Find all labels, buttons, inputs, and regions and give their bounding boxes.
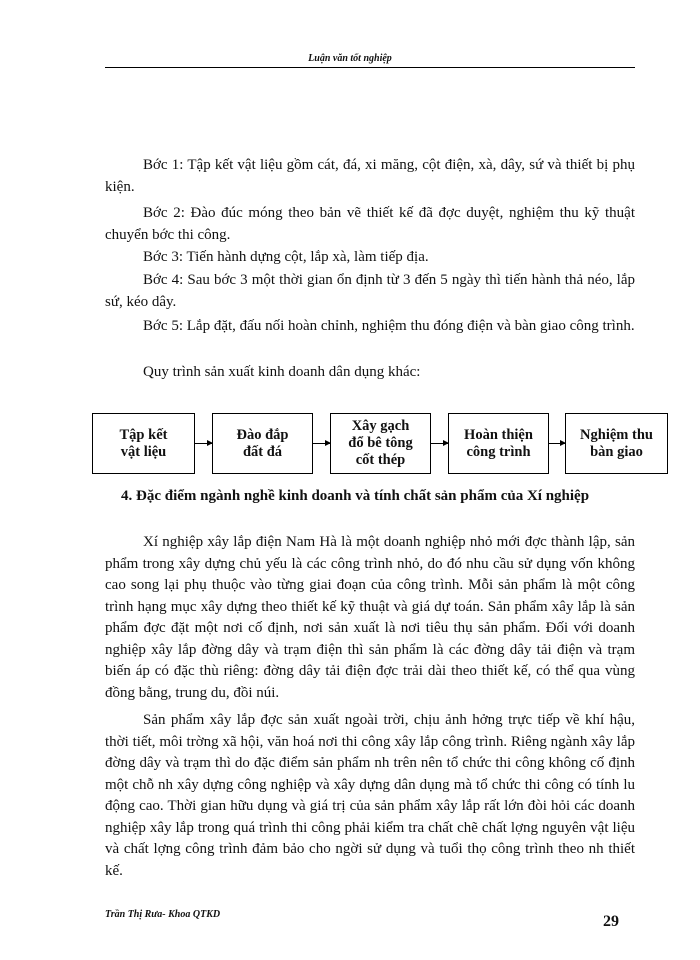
section-heading: 4. Đặc điểm ngành nghề kinh doanh và tính chất sản phẩm của Xí nghiệp	[121, 488, 590, 504]
page-header-title: Luận văn tốt nghiệp	[308, 53, 392, 64]
section-paragraph-1: Xí nghiệp xây lắp điện Nam Hà là một doanh nghiệp nhỏ mới đợc thành lập, sản phẩm trong xây dựng chủ yếu là các công trình nhỏ, do đó nhu cầu sử dụng vốn không cao song lại phụ thuộc vào từng giai đoạn của công trình. Mỗi sản phẩm là một công trình hạng mục xây dựng theo thiết kế kỹ thuật và giá dự toán. Sản phẩm xây lắp là sản phẩm đợc đặt một nơi cố định, nơi sản xuất là nơi tiêu thụ sản phẩm. Đối với doanh nghiệp xây lắp đờng dây và trạm điện thì sản phẩm là các đờng dây tải điện và trạm biến áp có đặc thù riêng: đờng dây tải điện đợc trải dài theo thiết kế, có thể qua vùng đồng bằng, trung du, đồi núi.	[105, 534, 635, 701]
page-number: 29	[603, 913, 619, 930]
flow-arrow-4	[549, 443, 565, 444]
flow-box-3: Xây gạch đổ bê tông cốt thép	[330, 413, 431, 474]
header-divider	[105, 67, 635, 68]
flow-box-1: Tập kết vật liệu	[92, 413, 195, 474]
section-paragraph-2: Sản phẩm xây lắp đợc sản xuất ngoài trời, chịu ảnh hởng trực tiếp về khí hậu, thời tiết, môi trờng xã hội, văn hoá nơi thi công xây lắp công trình. Riêng ngành xây lắp đờng dây và trạm thì do đặc điểm sản phẩm nh trên nên tổ chức thi công không cố định một chỗ nh xây dựng công nghiệp và xây dựng dân dụng mà tổ chức thi công có tính lu động cao. Thời gian hữu dụng và giá trị của sản phẩm xây lắp rất lớn đòi hỏi các doanh nghiệp xây lắp trong quá trình thi công phải kiểm tra chất chẽ chất lợng nguyên vật liệu và chất lợng công trình đảm bảo cho ngời sử dụng và tuổi thọ công trình theo nh thiết kế.	[105, 712, 635, 879]
step-3: Bớc 3: Tiến hành dựng cột, lắp xà, làm tiếp địa.	[143, 249, 429, 265]
flow-box-4: Hoàn thiện công trình	[448, 413, 549, 474]
step-1: Bớc 1: Tập kết vật liệu gồm cát, đá, xi măng, cột điện, xà, dây, sứ và thiết bị phụ kiện.	[105, 157, 635, 195]
flow-box-2: Đào đắp đất đá	[212, 413, 313, 474]
flow-arrow-2	[313, 443, 330, 444]
flow-arrow-3	[431, 443, 448, 444]
step-5: Bớc 5: Lắp đặt, đấu nối hoàn chỉnh, nghiệm thu đóng điện và bàn giao công trình.	[143, 318, 635, 334]
flow-arrow-1	[195, 443, 212, 444]
step-4: Bớc 4: Sau bớc 3 một thời gian ổn định từ 3 đến 5 ngày thì tiến hành thả néo, lắp sứ, kéo dây.	[105, 272, 635, 310]
process-intro: Quy trình sản xuất kinh doanh dân dụng khác:	[143, 364, 421, 380]
step-2: Bớc 2: Đào đúc móng theo bản vẽ thiết kế đã đợc duyệt, nghiệm thu kỹ thuật chuyển bớc thi công.	[105, 205, 635, 243]
flow-box-5: Nghiệm thu bàn giao	[565, 413, 668, 474]
footer-author: Trần Thị Rưa- Khoa QTKD	[105, 909, 221, 920]
